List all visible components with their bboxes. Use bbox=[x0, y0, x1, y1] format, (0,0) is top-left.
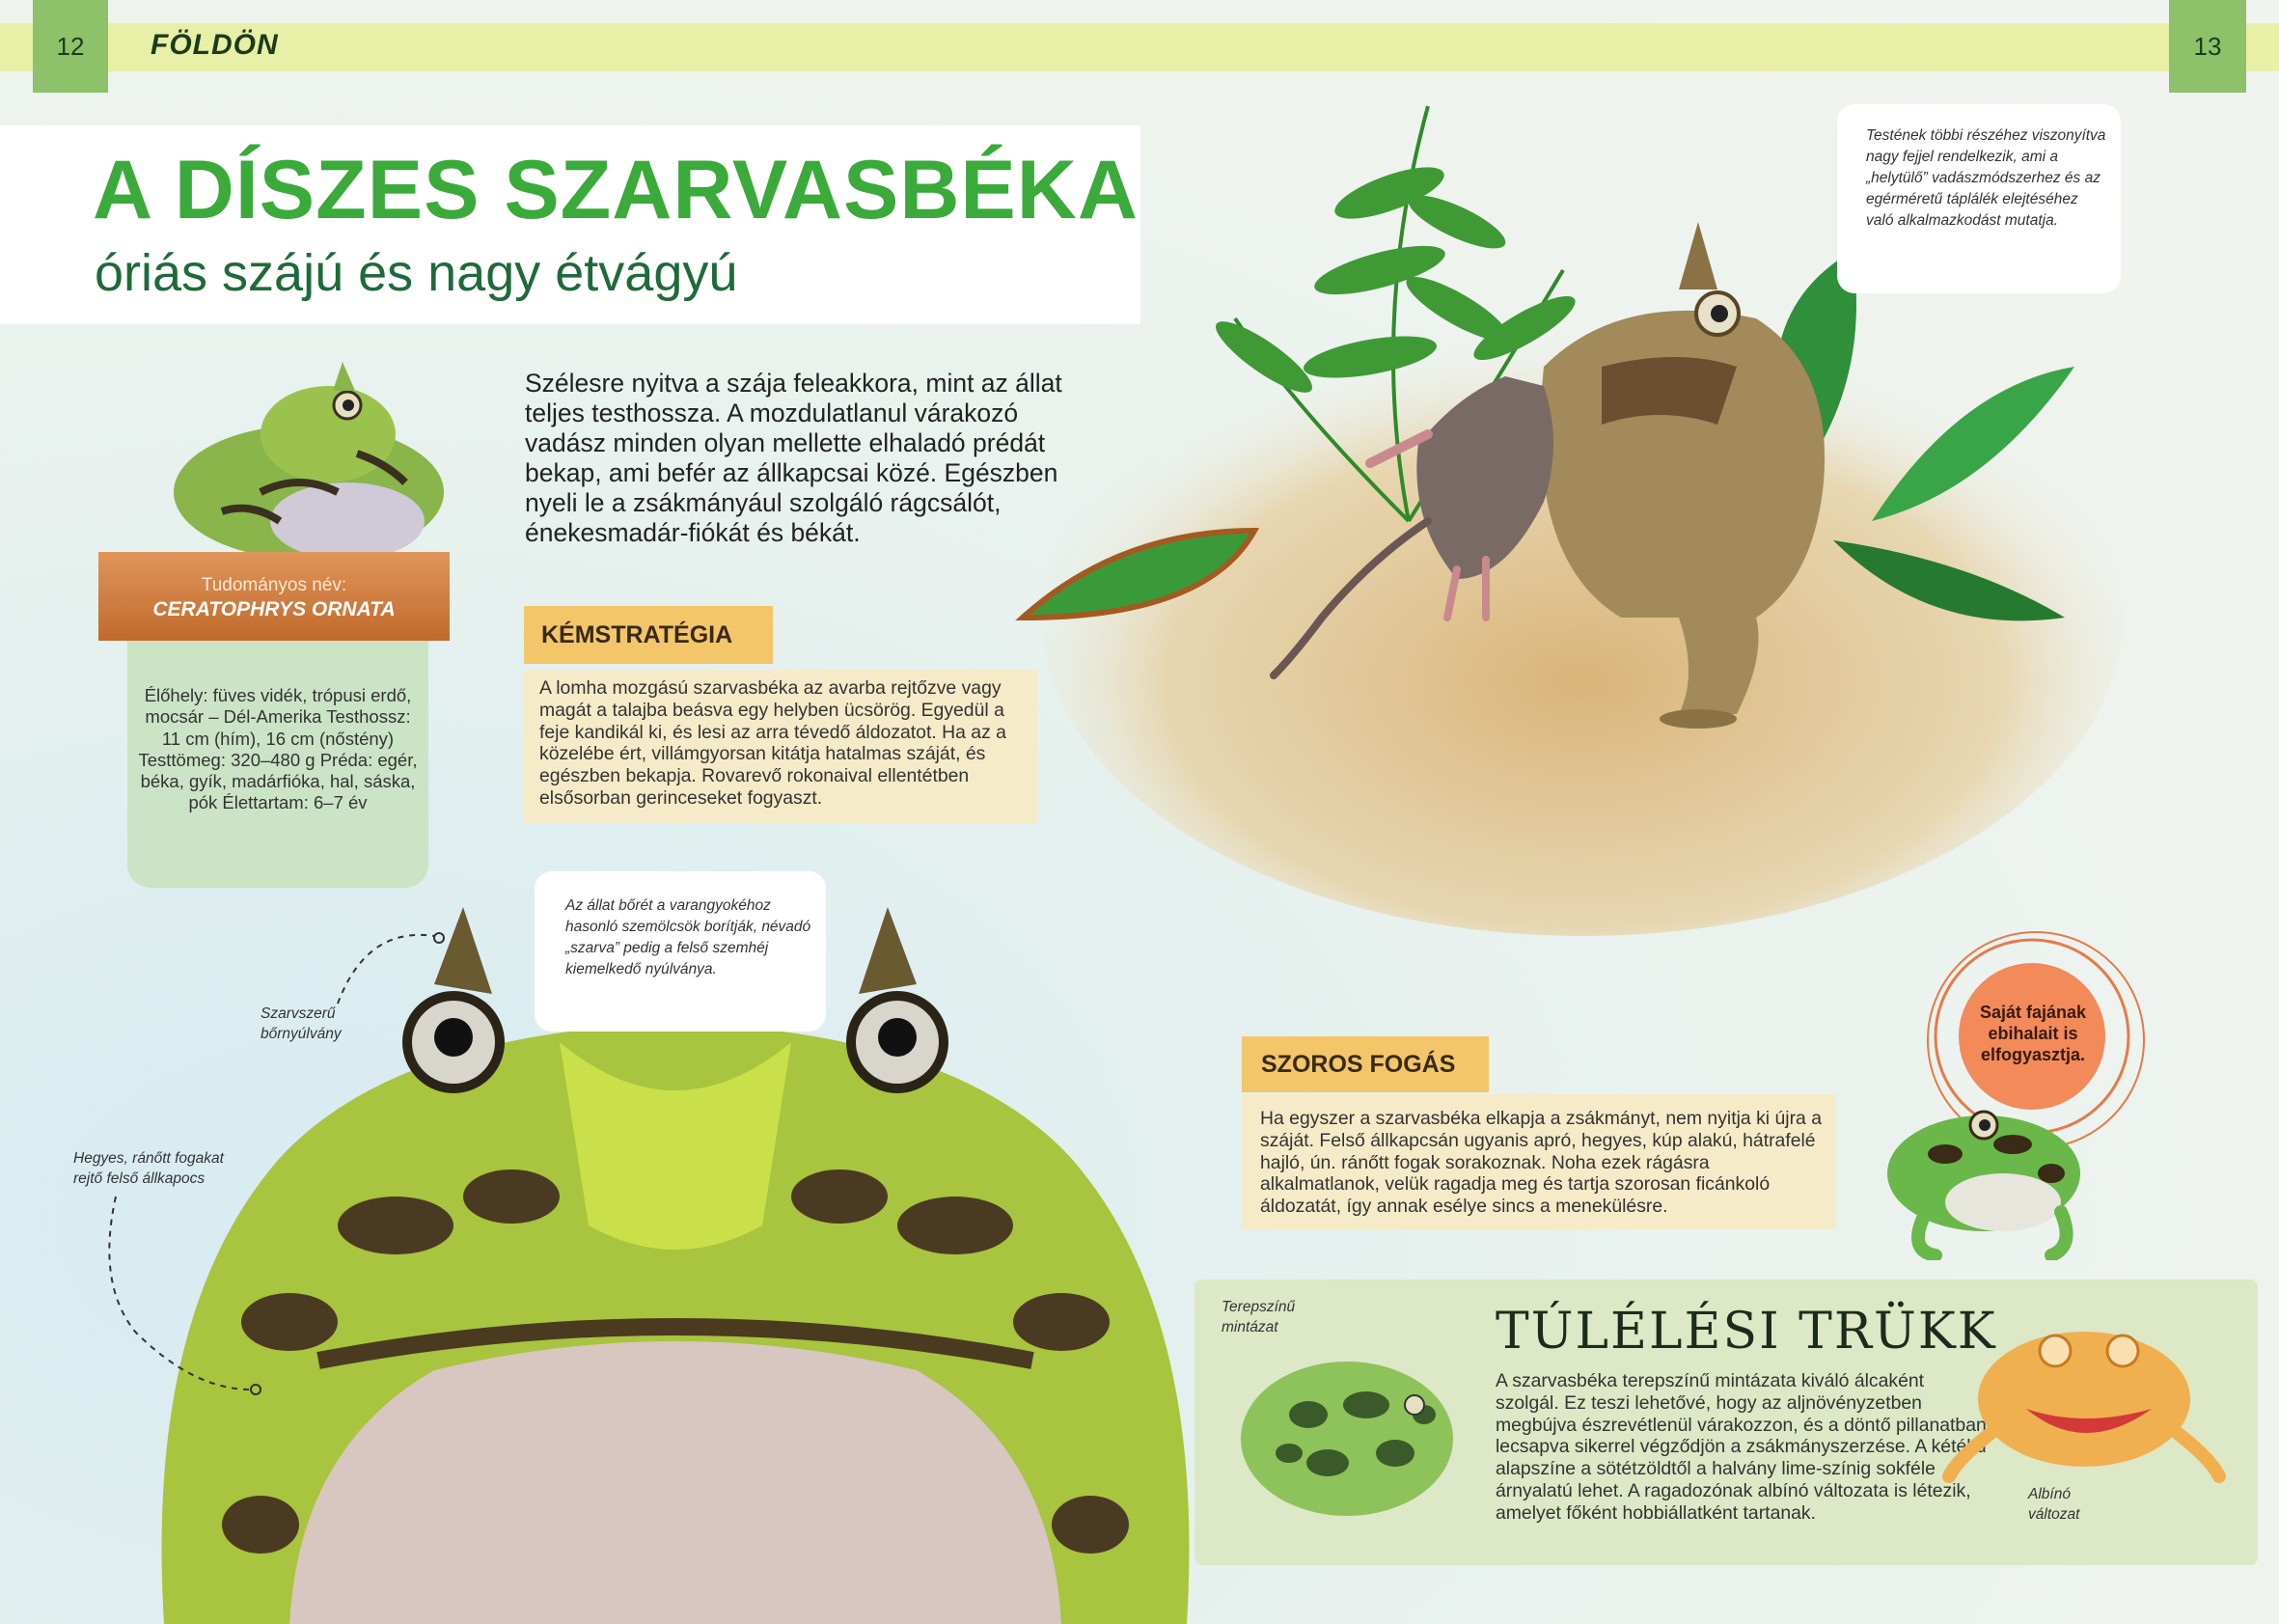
spy-strategy-heading: KÉMSTRATÉGIA bbox=[524, 606, 773, 664]
albino-frog-illustration bbox=[1930, 1293, 2229, 1486]
survival-tip-heading: TÚLÉLÉSI TRÜKK bbox=[1496, 1303, 1997, 1361]
intro-paragraph: Szélesre nyitva a szája feleakkora, mint az állat teljes testhossza. A mozdulatlanul várakozó vadász minden olyan mellette elhaladó prédát bekap, ami befér az állkapcsai közé. Egészben nyeli le a zsákmányául szolgáló rágcsálót, énekesmadár-fiókát és békát. bbox=[525, 369, 1062, 547]
species-facts: Élőhely: füves vidék, trópusi erdő, mocsár – Dél-Amerika Testhossz: 11 cm (hím), 16 cm (nőstény) Testtömeg: 320–480 g Préda: egér, béka, gyík, madárfióka, hal, sáska, pók Élettartam: 6–7 év bbox=[138, 685, 418, 813]
section-title: FÖLDÖN bbox=[151, 29, 279, 61]
skin-info-text: Az állat bőrét a varangyokéhoz hasonló szemölcsök borítják, névadó „szarva” pedig a felső szemhéj kiemelkedő nyúlványa. bbox=[565, 897, 811, 977]
spy-strategy-text: A lomha mozgású szarvasbéka az avarba rejtőzve vagy magát a talajba beásva egy helyben ücsörög. Egyedül a feje kandikál ki, és lesi az arra tévedő áldozatot. Ha az a közelébe ért, villámgyorsan kitátja hatalmas száját, és egészben bekapja. Rovarevő rokonaival ellentétben elsősorban gerinceseket fogyaszt. bbox=[539, 677, 1006, 809]
camo-label: Terepszínű mintázat bbox=[1222, 1299, 1296, 1335]
page-title: A DÍSZES SZARVASBÉKA bbox=[93, 144, 1139, 236]
cannibal-text: Saját fajának ebihalait is elfogyasztja. bbox=[1979, 1003, 2087, 1064]
page-subtitle: óriás szájú és nagy étvágyú bbox=[95, 244, 738, 302]
albino-label: Albínó változat bbox=[2028, 1486, 2080, 1523]
jaw-label: Hegyes, ránőtt fogakat rejtő felső állkapocs bbox=[73, 1150, 224, 1187]
page-number-left: 12 bbox=[33, 0, 108, 93]
scientific-name-label: Tudományos név: bbox=[201, 575, 347, 595]
page-number-right: 13 bbox=[2169, 0, 2246, 93]
green-frog-illustration bbox=[1868, 1067, 2103, 1260]
camouflage-frog-illustration bbox=[1231, 1347, 1469, 1530]
tight-grip-heading: SZOROS FOGÁS bbox=[1242, 1036, 1489, 1092]
tight-grip-text: Ha egyszer a szarvasbéka elkapja a zsákmányt, nem nyitja ki újra a száját. Felső állkapcsán ugyanis apró, hegyes, kúp alakú, hátrafelé hajló, ún. ránőtt fogak sorakoznak. Noha ezek rágásra alkalmatlanok, velük ragadja meg és tartja szorosan ficánkoló áldozatát, így annak esélye sincs a menekülésre. bbox=[1260, 1108, 1822, 1218]
survival-tip-text: A szarvasbéka terepszínű mintázata kiváló álcaként szolgál. Ez teszi lehetővé, hogy az aljnövényzetben megbújva észrevétlenül várakozzon, és a döntő pillanatban lecsapva sikerrel végződjön a zsákmányszerzése. A kétéltű alapszíne a sötétzöldtől a halvány lime-színig sokféle árnyalatú lehet. A ragadozónak albínó változata is létezik, amelyet főként hobbiállatként tartanak. bbox=[1496, 1370, 1987, 1524]
head-info-text: Testének többi részéhez viszonyítva nagy fejjel rendelkezik, ami a „helytülő” vadászmódszerhez és az egérméretű táplálék elejtéséhez való alkalmazkodást mutatja. bbox=[1866, 127, 2106, 229]
horn-label: Szarvszerű bőrnyúlvány bbox=[261, 1005, 342, 1042]
scientific-name: CERATOPHRYS ORNATA bbox=[152, 598, 396, 620]
